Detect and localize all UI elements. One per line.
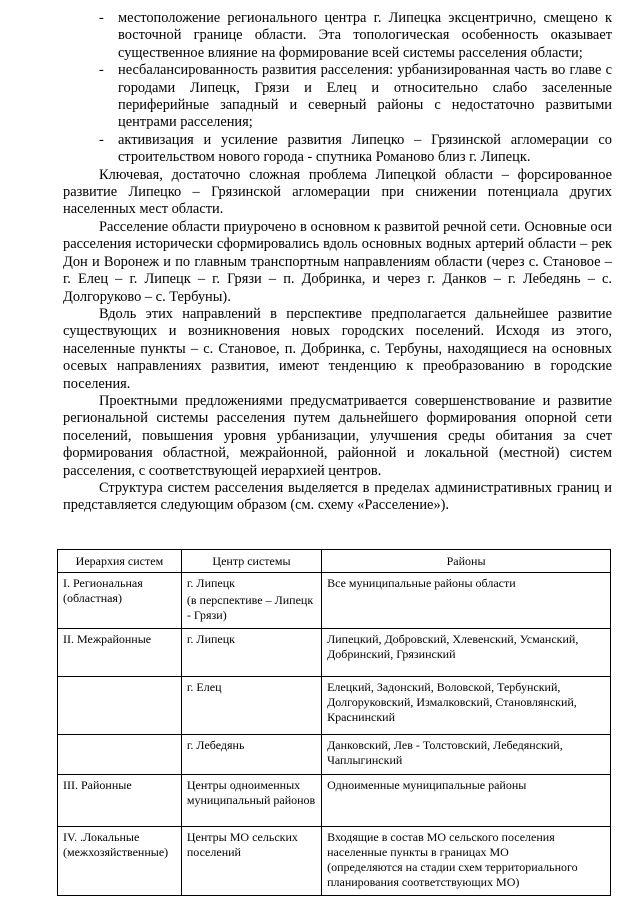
- paragraph-river-network: Расселение области приурочено в основном к развитой речной сети. Основные оси расселения исторически сформировались вдоль основных водных артерий области – рек Дон и Воронеж и по главным транспортным направлениям области (через с. Становое – г. Елец – г. Липецк – г. Грязи – п. Добринка, и через г. Данков – г. Лебедянь – с. Долгоруково – с. Тербуны).: [63, 218, 612, 305]
- table-cell: г. Липецк: [181, 629, 321, 677]
- header-hierarchy: Иерархия систем: [58, 550, 182, 573]
- bullet-dash: -: [99, 62, 104, 79]
- table-cell: г. Лебедянь: [181, 735, 321, 775]
- list-item-text: активизация и усиление развития Липецко – Грязинской агломерации со строительством нового города - спутника Романово близ г. Липецк.: [118, 131, 612, 166]
- list-item: [63, 62, 612, 132]
- table-cell: III. Районные: [58, 775, 182, 827]
- problem-list: [63, 10, 612, 167]
- table-cell: г. Елец: [181, 677, 321, 735]
- table-cell: Данковский, Лев - Толстовский, Лебедянский, Чаплыгинский: [322, 735, 611, 775]
- header-areas: Районы: [322, 550, 611, 573]
- table-cell: IV. .Локальные (межхозяйственные): [58, 827, 182, 896]
- list-item: [63, 132, 612, 167]
- paragraph-structure: Структура систем расселения выделяется в пределах административных границ и представляется следующим образом (см. схему «Расселение»).: [63, 479, 612, 514]
- cell-note: (определяются на стадии схем территориального планирования соответствующих МО): [327, 860, 578, 889]
- table-cell: [322, 827, 611, 896]
- bullet-dash: -: [99, 131, 104, 148]
- cell-text: г. Липецк: [186, 576, 235, 590]
- document-page: [63, 10, 612, 515]
- table-row: [58, 629, 611, 677]
- paragraph-new-settlements: Вдоль этих направлений в перспективе предполагается дальнейшее развитие существующих и возникновения новых городских поселений. Исходя из этого, населенные пункты – с. Становое, п. Добринка, с. Тербуны, находящиеся на основных осевых направлениях развития, имеют тенденцию к преобразованию в городские поселения.: [63, 305, 612, 392]
- table-cell: Одноименные муниципальные районы: [322, 775, 611, 827]
- table-cell: Елецкий, Задонский, Воловской, Тербунский, Долгоруковский, Измалковский, Становлянский, Краснинский: [322, 677, 611, 735]
- table-cell: [58, 735, 182, 775]
- bullet-dash: -: [99, 10, 104, 26]
- table-row: [58, 573, 611, 629]
- table-cell: I. Региональная (областная): [58, 573, 182, 629]
- table-cell: [181, 573, 321, 629]
- cell-note: (в перспективе – Липецк - Грязи): [186, 593, 314, 622]
- table-cell: Центры МО сельских поселений: [181, 827, 321, 896]
- table-row: [58, 735, 611, 775]
- table-row: [58, 677, 611, 735]
- table-row: [58, 775, 611, 827]
- table-header-row: [58, 550, 611, 573]
- header-center: Центр системы: [181, 550, 321, 573]
- paragraph-proposals: Проектными предложениями предусматривается совершенствование и развитие региональной системы расселения путем дальнейшего формирования опорной сети поселений, повышения уровня урбанизации, улучшения среды обитания за счет формирования областной, межрайонной, районной и локальной (местной) систем расселения, с соответствующей иерархией центров.: [63, 392, 612, 479]
- table-cell: II. Межрайонные: [58, 629, 182, 677]
- cell-text: Входящие в состав МО сельского поселения населенные пункты в границах МО: [327, 830, 555, 859]
- table-cell: Центры одноименных муниципальный районов: [181, 775, 321, 827]
- list-item-text: несбалансированность развития расселения: урбанизированная часть во главе с городами Липецк, Грязи и Елец и относительно слабо заселенные периферийные западный и северный районы с недостаточно развитыми центрами расселения;: [118, 62, 612, 131]
- paragraph-key-problem: Ключевая, достаточно сложная проблема Липецкой области – форсированное развитие Липецко – Грязинской агломерации при снижении потенциала других населенных мест области.: [63, 166, 612, 218]
- table-cell: [58, 677, 182, 735]
- table-row: [58, 827, 611, 896]
- list-item: [63, 10, 612, 62]
- table-cell: Липецкий, Добровский, Хлевенский, Усманский, Добринский, Грязинский: [322, 629, 611, 677]
- table-cell: Все муниципальные районы области: [322, 573, 611, 629]
- list-item-text: местоположение регионального центра г. Липецка эксцентрично, смещено к восточной границе области. Эта топологическая особенность оказывает существенное влияние на формирование всей системы расселения области;: [118, 10, 612, 61]
- settlement-hierarchy-table: [57, 549, 611, 896]
